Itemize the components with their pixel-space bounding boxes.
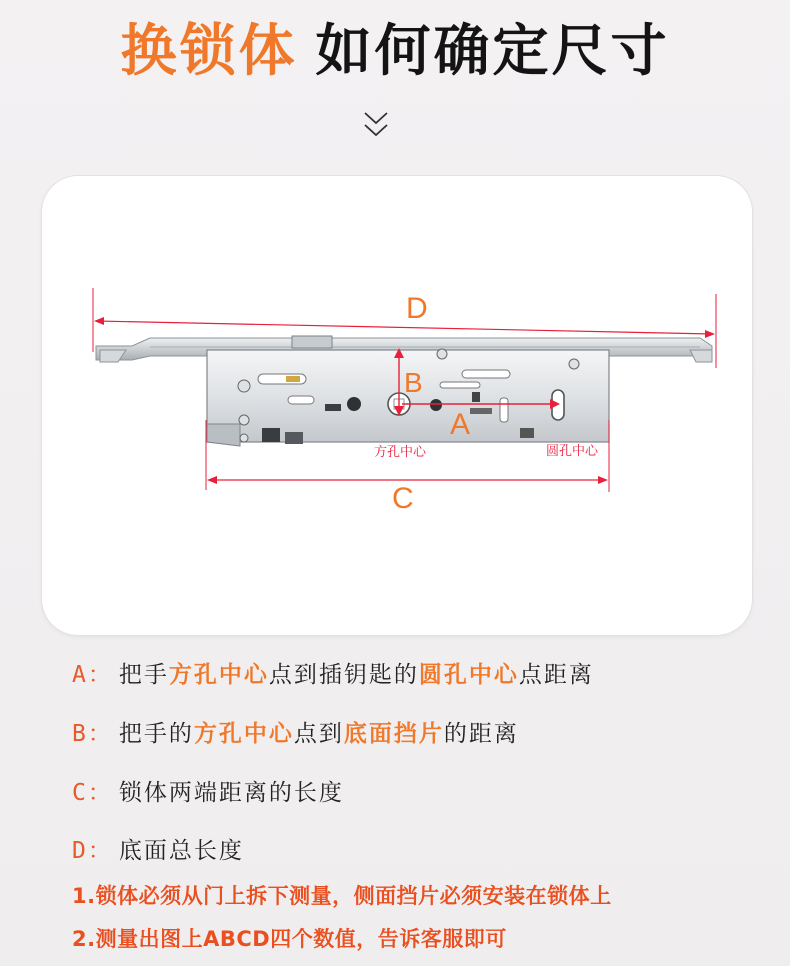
- legend-b: B： 把手的方孔中心点到底面挡片的距离: [72, 721, 519, 747]
- label-a: A: [450, 408, 471, 441]
- label-b: B: [404, 367, 423, 398]
- title-main: 如何确定尺寸: [315, 19, 670, 84]
- square-hole-label: 方孔中心: [374, 445, 427, 460]
- round-hole-label: 圆孔中心: [546, 444, 599, 459]
- label-d: D: [406, 292, 428, 325]
- legend-c: C： 锁体两端距离的长度: [72, 780, 344, 806]
- title-highlight: 换锁体: [120, 19, 298, 84]
- legend-d: D： 底面总长度: [72, 838, 244, 864]
- note-1: 1.锁体必须从门上拆下测量，侧面挡片必须安装在锁体上: [72, 884, 612, 908]
- label-c: C: [392, 482, 414, 515]
- top-latch-tab: [292, 336, 332, 348]
- note-2: 2.测量出图上ABCD四个数值，告诉客服即可: [72, 927, 507, 951]
- legend-a: A： 把手方孔中心点到插钥匙的圆孔中心点距离: [72, 662, 594, 688]
